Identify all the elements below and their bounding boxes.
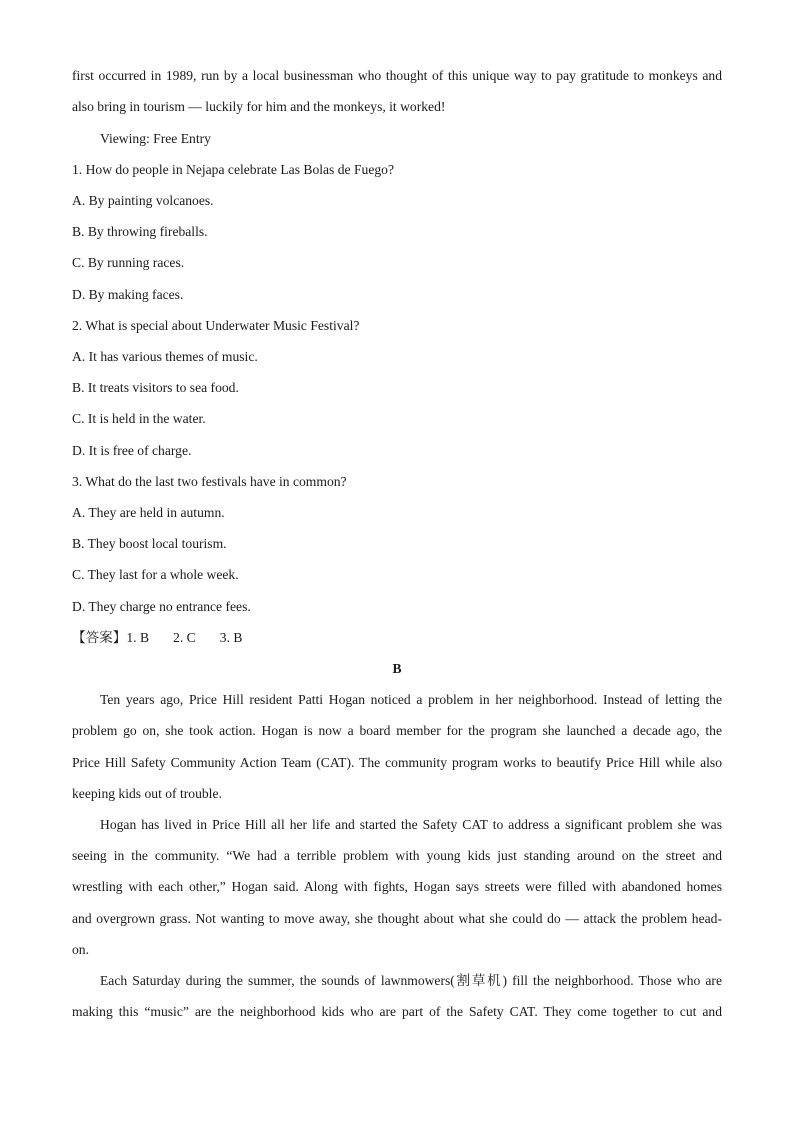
question-3-option-a: A. They are held in autumn.	[72, 505, 225, 520]
paragraph-line: keeping kids out of trouble.	[72, 786, 222, 801]
paragraph-line: on.	[72, 942, 89, 957]
question-3-option-b: B. They boost local tourism.	[72, 536, 227, 551]
paragraph-line: wrestling with each other,” Hogan said. Along with fights, Hogan says streets were filled with abandoned homes	[72, 879, 722, 894]
viewing-line: Viewing: Free Entry	[100, 131, 211, 146]
question-1-stem: 1. How do people in Nejapa celebrate Las Bolas de Fuego?	[72, 162, 394, 177]
paragraph-line: Ten years ago, Price Hill resident Patti Hogan noticed a problem in her neighborhood. Instead of letting the	[100, 692, 722, 707]
question-1-option-c: C. By running races.	[72, 255, 185, 270]
paragraph-line: making this “music” are the neighborhood kids who are part of the Safety CAT. They come together to cut and	[72, 1004, 722, 1019]
question-1-option-b: B. By throwing fireballs.	[72, 224, 208, 239]
question-1-option-d: D. By making faces.	[72, 287, 184, 302]
paragraph-line: seeing in the community. “We had a terrible problem with young kids just standing around on the street and	[72, 848, 722, 863]
answer-label: 【答案】	[72, 630, 127, 645]
paragraph-line: Each Saturday during the summer, the sounds of lawnmowers(割草机) fill the neighborhood. Those who are	[100, 973, 722, 988]
passage-a-line-2: also bring in tourism — luckily for him and the monkeys, it worked!	[72, 99, 446, 114]
section-b-heading: B	[392, 661, 402, 676]
question-3-option-c: C. They last for a whole week.	[72, 567, 239, 582]
paragraph-line: problem go on, she took action. Hogan is now a board member for the program she launched a decade ago, the	[72, 723, 722, 738]
paragraph-line: Hogan has lived in Price Hill all her life and started the Safety CAT to address a significant problem she was	[100, 817, 722, 832]
question-3-stem: 3. What do the last two festivals have in common?	[72, 474, 347, 489]
question-2-stem: 2. What is special about Underwater Music Festival?	[72, 318, 360, 333]
question-2-option-c: C. It is held in the water.	[72, 411, 206, 426]
question-1-option-a: A. By painting volcanoes.	[72, 193, 214, 208]
answer-key	[72, 628, 722, 648]
question-2-option-d: D. It is free of charge.	[72, 443, 192, 458]
paragraph-line: Price Hill Safety Community Action Team (CAT). The community program works to beautify Price Hill while also	[72, 755, 722, 770]
question-2-option-b: B. It treats visitors to sea food.	[72, 380, 239, 395]
answer-item: 1. B	[126, 630, 150, 645]
answer-item: 2. C	[173, 630, 196, 645]
answer-item: 3. B	[219, 630, 243, 645]
passage-a-line-1: first occurred in 1989, run by a local businessman who thought of this unique way to pay gratitude to monkeys and	[72, 68, 722, 83]
question-2-option-a: A. It has various themes of music.	[72, 349, 258, 364]
question-3-option-d: D. They charge no entrance fees.	[72, 599, 251, 614]
paragraph-line: and overgrown grass. Not wanting to move away, she thought about what she could do — attack the problem head-	[72, 911, 722, 926]
